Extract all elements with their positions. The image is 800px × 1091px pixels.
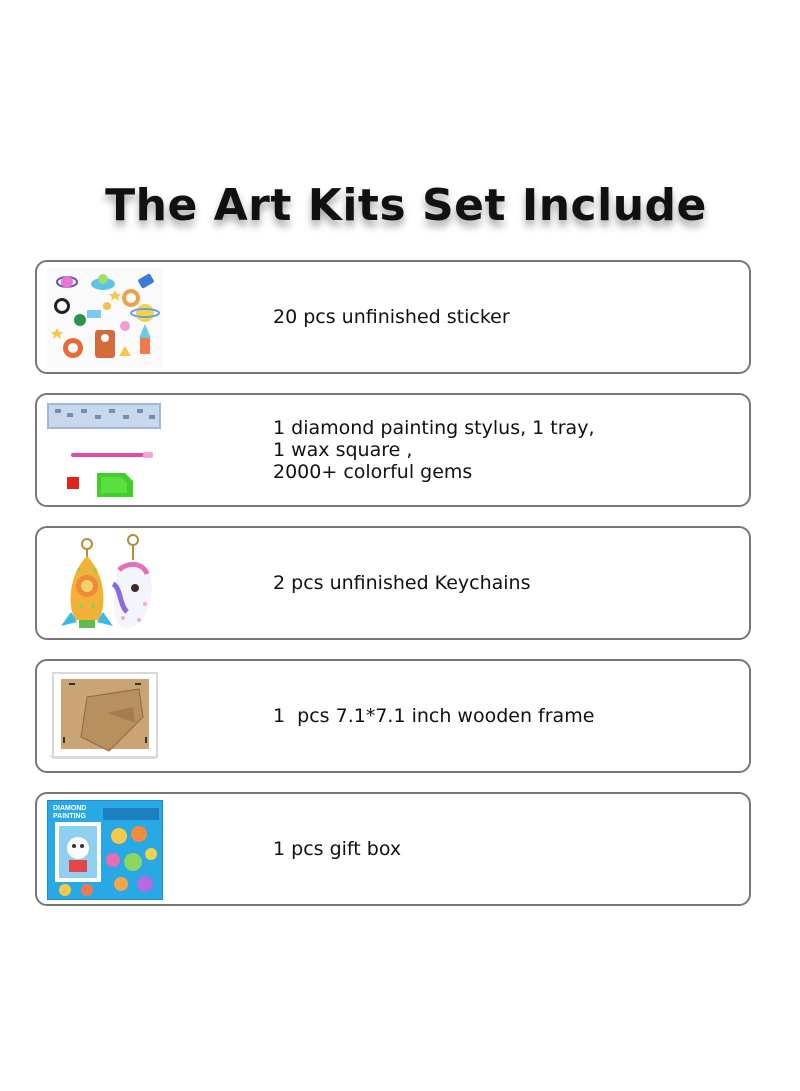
item-description [273, 528, 530, 638]
gift-box-brand-text: DIAMOND [53, 805, 87, 812]
page-title: The Art Kits Set Include [105, 180, 707, 231]
item-description [273, 262, 510, 372]
item-row-stickers [35, 260, 751, 374]
item-row-keychains [35, 526, 751, 640]
item-row-frame [35, 659, 751, 773]
item-row-tools [35, 393, 751, 507]
item-description [273, 395, 595, 505]
item-description [273, 661, 594, 771]
gift-box-image [47, 800, 163, 900]
item-row-gift-box [35, 792, 751, 906]
item-text-line: 20 pcs unfinished sticker [273, 306, 510, 328]
item-text-line: 1 wax square , [273, 439, 413, 461]
item-description [273, 794, 401, 904]
item-text-line: 2000+ colorful gems [273, 461, 473, 483]
gift-box-brand-text: PAINTING [53, 813, 86, 820]
stickers-sheet-image [47, 268, 163, 368]
item-text-line: 1 diamond painting stylus, 1 tray, [273, 417, 595, 439]
item-text-line: 2 pcs unfinished Keychains [273, 572, 531, 594]
tools-and-gems-image [47, 401, 163, 501]
wooden-frame-image [47, 667, 163, 767]
item-text-line: 1 pcs 7.1*7.1 inch wooden frame [273, 705, 595, 727]
item-text-line: 1 pcs gift box [273, 838, 402, 860]
keychains-image [47, 534, 163, 634]
